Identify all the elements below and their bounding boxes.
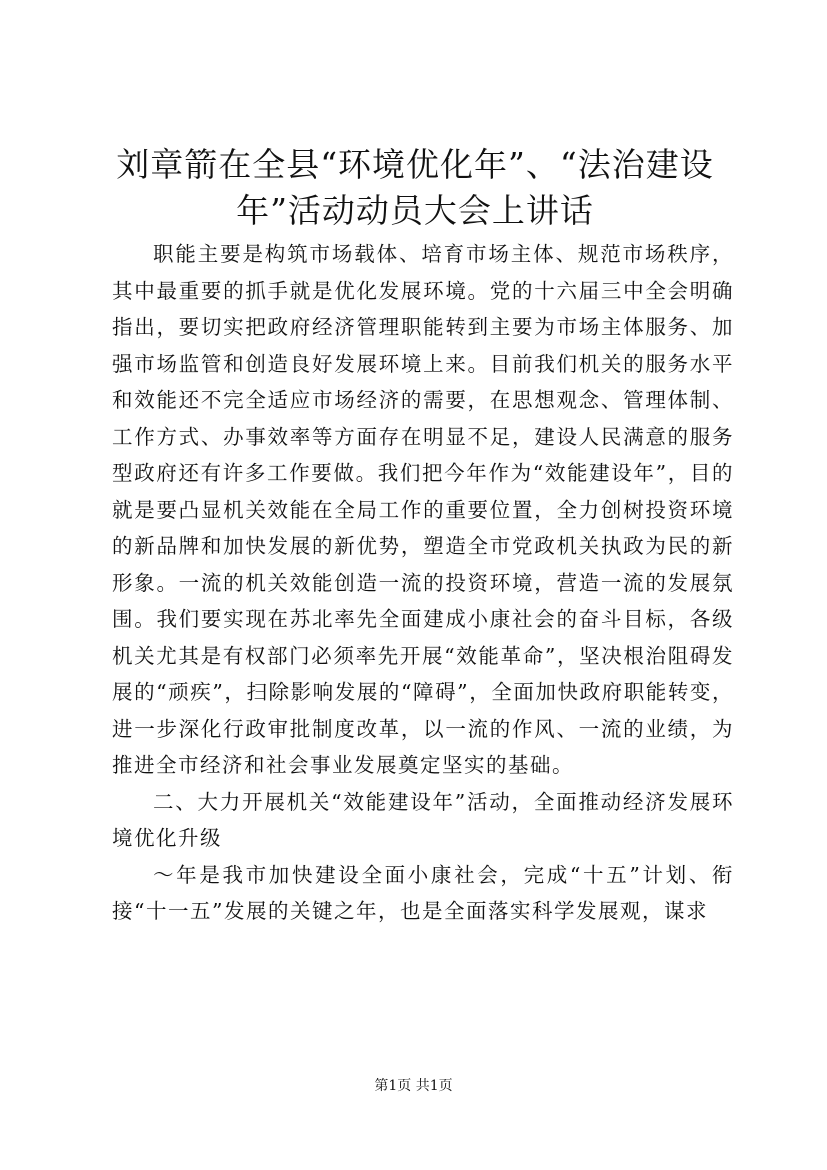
paragraph-2-heading: 二、大力开展机关“效能建设年”活动，全面推动经济发展环境优化升级 (112, 789, 734, 850)
paragraph-1: 职能主要是构筑市场载体、培育市场主体、规范市场秩序，其中最重要的抓手就是优化发展环境。党的十六届三中全会明确指出，要切实把政府经济管理职能转到主要为市场主体服务、加强市场监管和创造良好发展环境上来。目前我们机关的服务水平和效能还不完全适应市场经济的需要，在思想观念、管理体制、工作方式、办事效率等方面存在明显不足，建设人民满意的服务型政府还有许多工作要做。我们把今年作为“效能建设年”，目的就是要凸显机关效能在全局工作的重要位置，全力创树投资环境的新品牌和加快发展的新优势，塑造全市党政机关执政为民的新形象。一流的机关效能创造一流的投资环境，营造一流的发展氛围。我们要实现在苏北率先全面建成小康社会的奋斗目标，各级机关尤其是有权部门必须率先开展“效能革命”，坚决根治阻碍发展的“顽疾”，扫除影响发展的“障碍”，全面加快政府职能转变，进一步深化行政审批制度改革，以一流的作风、一流的业绩，为推进全市经济和社会事业发展奠定坚实的基础。 (112, 242, 734, 777)
paragraph-3: ～年是我市加快建设全面小康社会，完成“十五”计划、衔接“十一五”发展的关键之年，也是全面落实科学发展观，谋求 (112, 862, 734, 923)
title-line-2: 年”活动动员大会上讲话 (236, 191, 594, 230)
title-line-1: 刘章箭在全县“环境优化年”、“法治建设 (116, 145, 714, 184)
document-title (110, 142, 720, 234)
page-footer: 第1页 共1页 (374, 1078, 453, 1094)
document-body (112, 236, 734, 930)
